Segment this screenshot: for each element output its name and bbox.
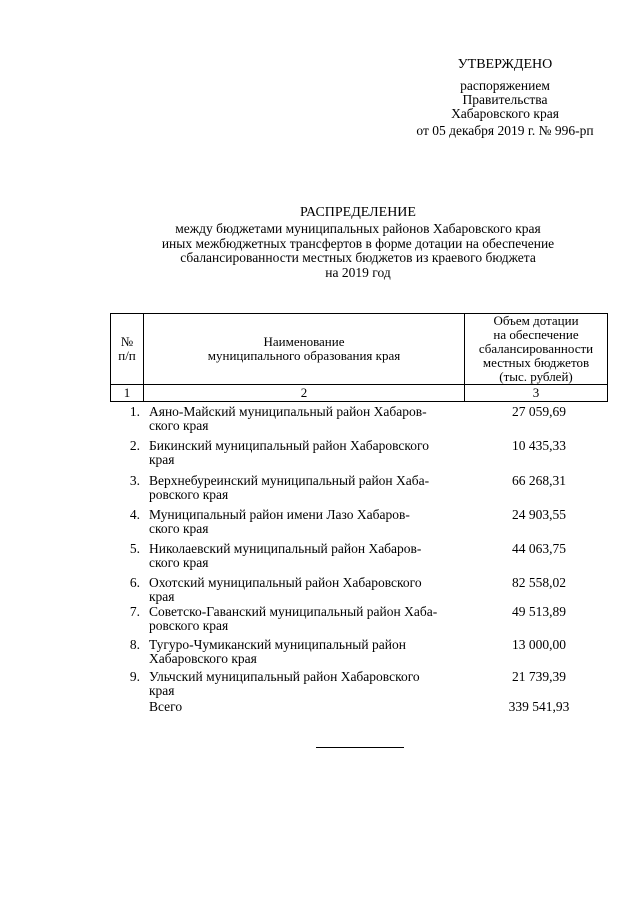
row-amount: 44 063,75 xyxy=(512,541,566,556)
row-number: 5. xyxy=(129,541,140,556)
row-amount: 24 903,55 xyxy=(512,507,566,522)
row-amount: 82 558,02 xyxy=(512,575,566,590)
table-row xyxy=(110,439,610,469)
column-number-3: 3 xyxy=(465,385,608,402)
row-amount: 21 739,39 xyxy=(512,669,566,684)
row-number: 8. xyxy=(129,637,140,652)
document-subtitle xyxy=(0,222,640,280)
total-amount: 339 541,93 xyxy=(508,699,570,714)
row-number: 6. xyxy=(129,575,140,590)
approval-stamp xyxy=(400,57,610,138)
row-number: 3. xyxy=(129,473,140,488)
distribution-table-header xyxy=(110,313,608,402)
row-amount: 10 435,33 xyxy=(512,438,566,453)
end-divider xyxy=(316,747,404,748)
approval-order: от 05 декабря 2019 г. № 996-рп xyxy=(416,123,594,138)
row-number: 4. xyxy=(129,507,140,522)
approval-line-3: Хабаровского края xyxy=(451,106,559,121)
approval-line-2: Правительства xyxy=(462,92,548,107)
table-row xyxy=(110,638,610,668)
header-number-cell xyxy=(111,314,144,385)
header-number-line: п/п xyxy=(118,348,136,363)
header-amount-line: местных бюджетов xyxy=(482,355,590,370)
header-amount-line: (тыс. рублей) xyxy=(499,369,573,384)
row-district-name: Аяно-Майский муниципальный район Хабаров- ского края xyxy=(149,404,427,433)
row-amount: 49 513,89 xyxy=(512,604,566,619)
header-amount-line: Объем дотации xyxy=(493,313,579,328)
row-district-name: Тугуро-Чумиканский муниципальный район Хабаровского края xyxy=(149,637,406,666)
row-district-name: Верхнебуреинский муниципальный район Хаба- ровского края xyxy=(149,473,430,502)
row-district-name: Николаевский муниципальный район Хабаров- ского края xyxy=(149,541,422,570)
approval-line-1: распоряжением xyxy=(460,78,550,93)
subtitle-line-3: сбалансированности местных бюджетов из краевого бюджета xyxy=(180,250,536,265)
table-row xyxy=(110,474,610,504)
table-row xyxy=(110,508,610,538)
table-row xyxy=(110,542,610,572)
approval-heading: УТВЕРЖДЕНО xyxy=(457,57,553,72)
row-district-name: Советско-Гаванский муниципальный район Хаба- ровского края xyxy=(149,604,438,633)
column-number-2: 2 xyxy=(144,385,465,402)
total-label: Всего xyxy=(149,699,183,714)
header-amount-cell xyxy=(465,314,608,385)
row-district-name: Муниципальный район имени Лазо Хабаров- ского края xyxy=(149,507,410,536)
row-number: 9. xyxy=(129,669,140,684)
document-title: РАСПРЕДЕЛЕНИЕ xyxy=(300,205,416,220)
table-row xyxy=(110,405,610,435)
header-name-line: Наименование xyxy=(263,334,345,349)
row-amount: 27 059,69 xyxy=(512,404,566,419)
header-amount-line: сбалансированности xyxy=(478,341,594,356)
column-number-1: 1 xyxy=(111,385,144,402)
header-name-line: муниципального образования края xyxy=(207,348,401,363)
subtitle-line-1: между бюджетами муниципальных районов Хабаровского края xyxy=(175,221,541,236)
row-amount: 66 268,31 xyxy=(512,473,566,488)
subtitle-line-4: на 2019 год xyxy=(325,264,391,280)
header-number-line: № xyxy=(120,334,134,349)
table-row xyxy=(110,576,610,606)
header-name-cell xyxy=(144,314,465,385)
row-district-name: Ульчский муниципальный район Хабаровского края xyxy=(149,669,420,698)
header-amount-line: на обеспечение xyxy=(493,327,579,342)
row-number: 1. xyxy=(129,404,140,419)
row-district-name: Бикинский муниципальный район Хабаровского края xyxy=(149,438,429,467)
row-number: 2. xyxy=(129,438,140,453)
table-row xyxy=(110,670,610,700)
row-district-name: Охотский муниципальный район Хабаровского края xyxy=(149,575,422,604)
row-amount: 13 000,00 xyxy=(512,637,566,652)
table-row xyxy=(110,605,610,635)
subtitle-line-2: иных межбюджетных трансфертов в форме дотации на обеспечение xyxy=(161,235,555,251)
row-number: 7. xyxy=(129,604,140,619)
